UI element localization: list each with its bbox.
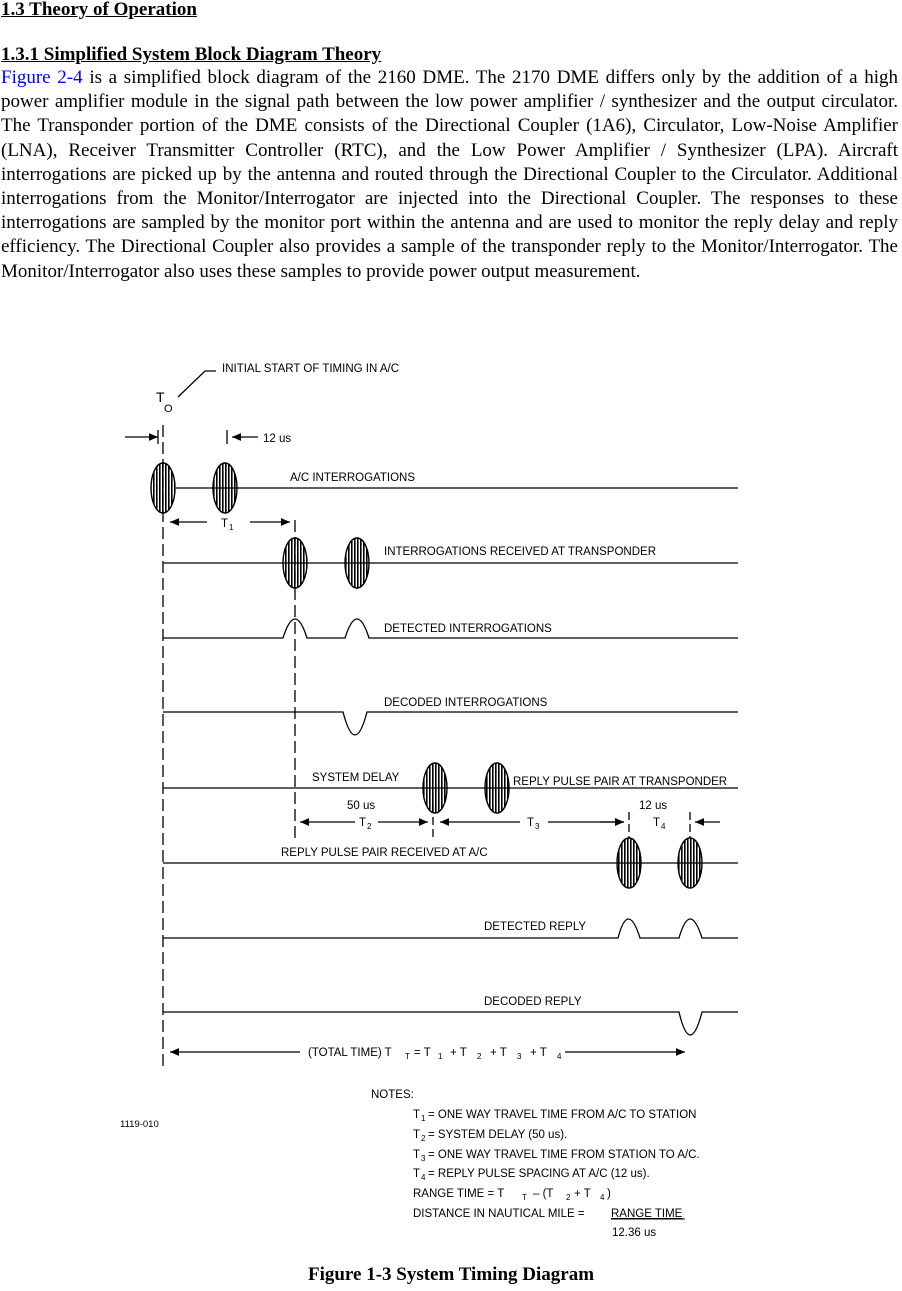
ac-reply-pulse-1 — [617, 838, 641, 888]
reply-pulse-1 — [423, 763, 447, 813]
note4-label: T — [413, 1168, 421, 1180]
t2-label: T — [359, 817, 367, 829]
notes-block — [371, 1089, 700, 1239]
note3-label: T — [413, 1149, 421, 1161]
distance-text: DISTANCE IN NAUTICAL MILE = — [413, 1208, 585, 1220]
t3-label: T — [527, 817, 535, 829]
t0-label: T — [156, 389, 165, 405]
reply-received-ac-label: REPLY PULSE PAIR RECEIVED AT A/C — [281, 847, 488, 859]
detected-reply-label: DETECTED REPLY — [484, 921, 587, 933]
t2-sub: 2 — [367, 822, 372, 831]
note1-text: = ONE WAY TRAVEL TIME FROM A/C TO STATION — [428, 1109, 697, 1121]
total-plus-t2: + T — [450, 1047, 467, 1059]
note2-label: T — [413, 1129, 421, 1141]
t4-label: T — [653, 817, 661, 829]
note2-text: = SYSTEM DELAY (50 us). — [428, 1129, 568, 1141]
total-time-sub: T — [405, 1052, 410, 1061]
note4-text: = REPLY PULSE SPACING AT A/C (12 us). — [428, 1168, 650, 1180]
initial-start-label: INITIAL START OF TIMING IN A/C — [222, 363, 399, 375]
reply-pulse-transponder-label: REPLY PULSE PAIR AT TRANSPONDER — [513, 776, 728, 788]
range-sub-t: T — [522, 1193, 527, 1202]
range-time-text: RANGE TIME = T — [413, 1188, 505, 1200]
total-plus-t4: + T — [530, 1047, 547, 1059]
note4-sub: 4 — [421, 1173, 426, 1182]
total-t2-sub: 2 — [477, 1052, 482, 1061]
total-time-text: (TOTAL TIME) T — [308, 1047, 392, 1059]
decoded-interrogations-label: DECODED INTERROGATIONS — [384, 697, 548, 709]
system-delay-label: SYSTEM DELAY — [312, 772, 400, 784]
note1-label: T — [413, 1109, 421, 1121]
ac-pulse-2 — [213, 463, 237, 513]
note1-sub: 1 — [421, 1114, 426, 1123]
interrogations-received-label: INTERROGATIONS RECEIVED AT TRANSPONDER — [384, 546, 656, 558]
range-sub-4: 4 — [600, 1193, 605, 1202]
total-t4-sub: 4 — [557, 1052, 562, 1061]
decoded-reply-line — [163, 1012, 738, 1035]
range-mid: – (T — [533, 1188, 554, 1200]
figure-link[interactable]: Figure 2-4 — [1, 67, 83, 88]
total-t1-sub: 1 — [438, 1052, 443, 1061]
note2-sub: 2 — [421, 1134, 426, 1143]
subsection-heading: 1.3.1 Simplified System Block Diagram Theory — [1, 44, 382, 65]
drawing-number: 1119-010 — [120, 1119, 159, 1130]
fifty-us-label: 50 us — [347, 800, 376, 812]
paragraph-text: is a simplified block diagram of the 2160 DME. The 2170 DME differs only by the addition of a high power amplifier module in the signal path between the low power amplifier / synthesizer and the output circulator. The Transponder portion of the DME consists of the Directional Coupler (1A6), Circulator, Low-Noise Amplifier (LNA), Receiver Transmitter Controller (RTC), and the Low Power Amplifier / Synthesizer (LPA). Aircraft interrogations are picked up by the antenna and routed through the Directional Coupler to the Circulator. Additional interrogations from the Monitor/Interrogator are injected into the Directional Coupler. The responses to these interrogations are sampled by the monitor port within the antenna and are used to monitor the reply delay and reply efficiency. The Directional Coupler also provides a sample of the transponder reply to the Monitor/Interrogator. The Monitor/Interrogator also uses these samples to provide power output measurement. — [1, 67, 898, 282]
received-pulse-1 — [283, 538, 307, 588]
detected-interrogations-label: DETECTED INTERROGATIONS — [384, 623, 552, 635]
note3-sub: 3 — [421, 1154, 426, 1163]
twelve-us-label: 12 us — [639, 800, 668, 812]
total-t3-sub: 3 — [517, 1052, 522, 1061]
section-heading: 1.3 Theory of Operation — [1, 0, 197, 20]
decoded-reply-label: DECODED REPLY — [484, 996, 582, 1008]
figure-caption: Figure 1-3 System Timing Diagram — [307, 1264, 595, 1285]
ac-pulse-1 — [151, 463, 175, 513]
range-fraction-numerator: RANGE TIME — [611, 1208, 683, 1220]
decoded-interrogations-line — [163, 712, 738, 735]
note3-text: = ONE WAY TRAVEL TIME FROM STATION TO A/C. — [428, 1149, 700, 1161]
range-plus: + T — [574, 1188, 591, 1200]
top-12us-label: 12 us — [263, 433, 292, 445]
ac-reply-pulse-2 — [678, 838, 702, 888]
t4-sub: 4 — [661, 822, 666, 831]
t3-sub: 3 — [535, 822, 540, 831]
range-sub-2: 2 — [566, 1193, 571, 1202]
t1-label: T — [221, 518, 229, 530]
ac-interrogations-label: A/C INTERROGATIONS — [290, 472, 416, 484]
range-fraction-denominator: 12.36 us — [612, 1227, 657, 1239]
range-end: ) — [607, 1188, 611, 1200]
detected-reply-line — [163, 919, 738, 938]
total-time-equation — [308, 1047, 562, 1061]
t0-sub: O — [164, 403, 173, 415]
notes-title: NOTES: — [371, 1089, 414, 1101]
received-pulse-2 — [345, 538, 369, 588]
t1-sub: 1 — [229, 523, 234, 532]
total-plus-t3: + T — [490, 1047, 507, 1059]
reply-pulse-2 — [485, 763, 509, 813]
total-eq: = T — [414, 1047, 431, 1059]
